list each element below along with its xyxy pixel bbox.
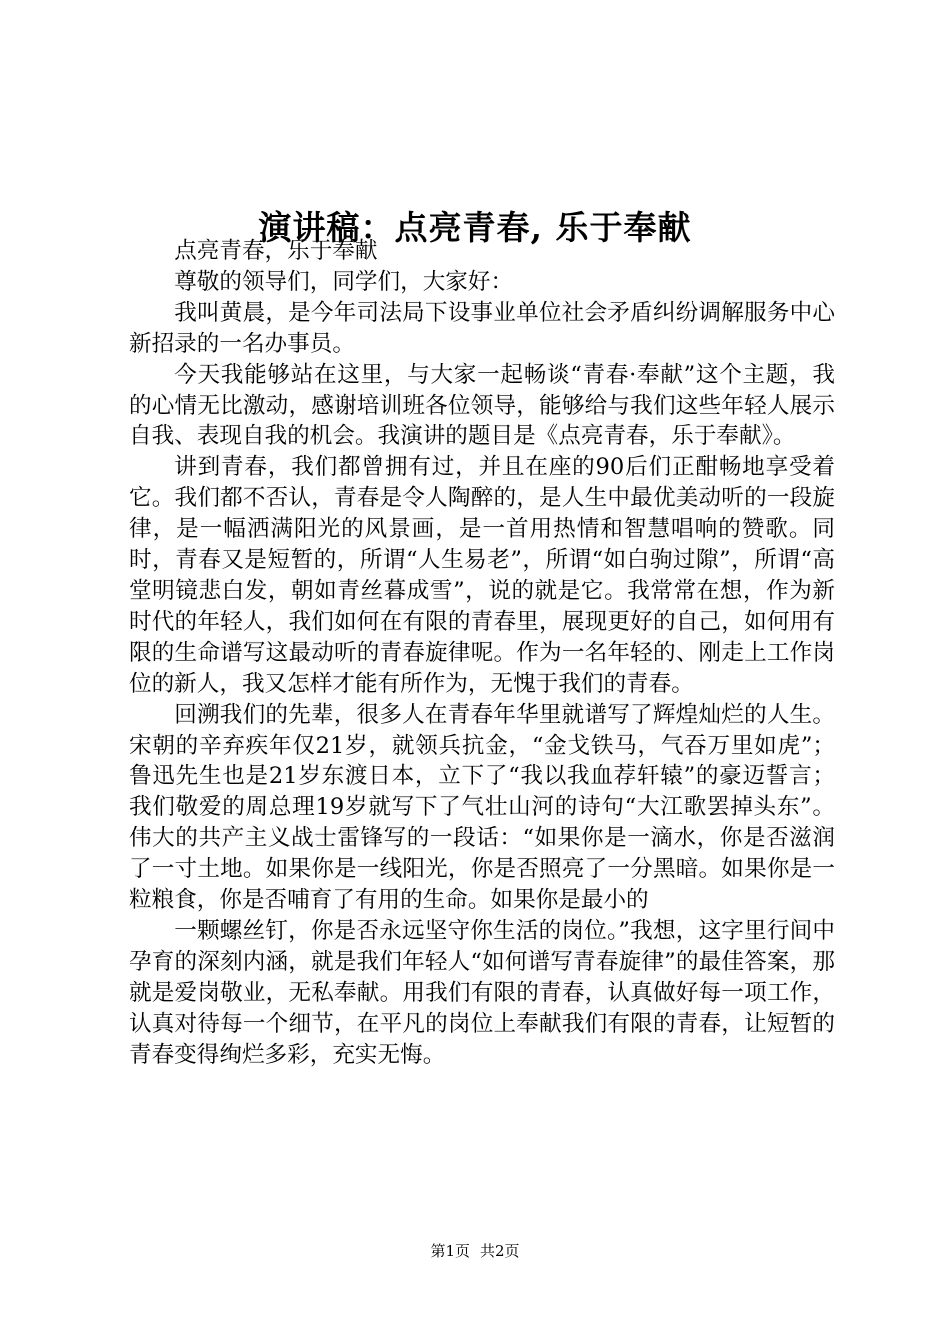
paragraph-speech-title: 点亮青春，乐于奉献: [174, 238, 378, 264]
paragraph-youth: 讲到青春，我们都曾拥有过，并且在座的90后们正酣畅地享受着它。我们都不否认，青春是令人陶醉的，是人生中最优美动听的一段旋律，是一幅洒满阳光的风景画，是一首用热情和智慧唱响的赞歌。同时，青春又是短暂的，所谓“人生易老”，所谓“如白驹过隙”，所谓“高堂明镜悲白发，朝如青丝暮成雪”，说的就是它。我常常在想，作为新时代的年轻人，我们如何在有限的青春里，展现更好的自己，如何用有限的生命谱写这最动听的青春旋律呢。作为一名年轻的、刚走上工作岗位的新人，我又怎样才能有所作为，无愧于我们的青春。: [129, 454, 835, 697]
paragraph-greeting: 尊敬的领导们，同学们，大家好：: [174, 268, 514, 295]
page-number: 第1页: [430, 1242, 470, 1260]
paragraph-introduction: 我叫黄晨，是今年司法局下设事业单位社会矛盾纠纷调解服务中心新招录的一名办事员。: [129, 299, 835, 357]
paragraph-predecessors: 回溯我们的先辈，很多人在青春年华里就谱写了辉煌灿烂的人生。宋朝的辛弃疾年仅21岁，就领兵抗金，“金戈铁马，气吞万里如虎”；鲁迅先生也是21岁东渡日本，立下了“我以我血荐轩辕”的豪迈誓言；我们敬爱的周总理19岁就写下了气壮山河的诗句“大江歌罢掉头东”。伟大的共产主义战士雷锋写的一段话：“如果你是一滴水，你是否滋润了一寸土地。如果你是一线阳光，你是否照亮了一分黑暗。如果你是一粒粮食，你是否哺育了有用的生命。如果你是最小的: [129, 701, 835, 914]
page-footer: [0, 1241, 950, 1261]
paragraph-topic: 今天我能够站在这里，与大家一起畅谈“青春·奉献”这个主题，我的心情无比激动，感谢培训班各位领导，能够给与我们这些年轻人展示自我、表现自我的机会。我演讲的题目是《点亮青春，乐于奉献》。: [129, 361, 835, 450]
paragraph-conclusion: 一颗螺丝钉，你是否永远坚守你生活的岗位。”我想，这字里行间中孕育的深刻内涵，就是我们年轻人“如何谱写青春旋律”的最佳答案，那就是爱岗敬业，无私奉献。用我们有限的青春，认真做好每一项工作，认真对待每一个细节，在平凡的岗位上奉献我们有限的青春，让短暂的青春变得绚烂多彩，充实无悔。: [129, 917, 835, 1068]
page-total: 共2页: [480, 1242, 520, 1260]
document-body: [129, 236, 835, 1070]
document-title: 演讲稿：点亮青春, 乐于奉献: [258, 208, 692, 248]
